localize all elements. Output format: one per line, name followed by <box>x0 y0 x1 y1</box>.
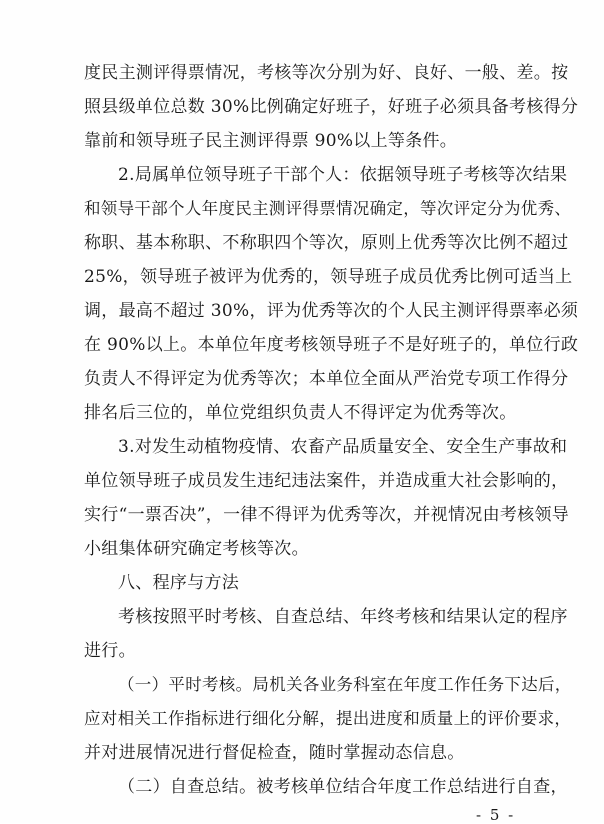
page-number: - 5 - <box>476 806 516 824</box>
text-line-4: 2.局属单位领导班子干部个人：依据领导班子考核等次结果 <box>118 165 568 185</box>
text-line-13: 单位领导班子成员发生违纪违法案件，并造成重大社会影响的， <box>84 471 569 491</box>
text-line-9: 在 90%以上。本单位年度考核领导班子不是好班子的，单位行政 <box>84 335 579 355</box>
section-heading: 八、程序与方法 <box>118 573 240 593</box>
text-line-14: 实行“一票否决”，一律不得评为优秀等次，并视情况由考核领导 <box>84 505 570 525</box>
text-line-20: 应对相关工作指标进行细化分解，提出进度和质量上的评价要求， <box>84 709 572 728</box>
text-line-11: 排名后三位的，单位党组织负责人不得评定为优秀等次。 <box>84 403 517 423</box>
text-line-12: 3.对发生动植物疫情、农畜产品质量安全、安全生产事故和 <box>118 437 568 457</box>
text-line-21: 并对进展情况进行督促检查，随时掌握动态信息。 <box>84 743 465 763</box>
text-line-22: （二）自查总结。被考核单位结合年度工作总结进行自查， <box>118 777 568 797</box>
text-line-2: 照县级单位总数 30%比例确定好班子，好班子必须具备考核得分 <box>84 97 579 117</box>
text-line-1: 度民主测评得票情况，考核等次分别为好、良好、一般、差。按 <box>84 63 569 83</box>
text-line-7: 25%，领导班子被评为优秀的，领导班子成员优秀比例可适当上 <box>84 267 573 287</box>
text-line-6: 称职、基本称职、不称职四个等次，原则上优秀等次比例不超过 <box>84 233 569 253</box>
text-line-3: 靠前和领导班子民主测评得票 90%以上等条件。 <box>84 131 458 151</box>
text-line-18: 进行。 <box>84 641 136 661</box>
text-line-8: 调，最高不超过 30%，评为优秀等次的个人民主测评得票率必须 <box>84 301 579 321</box>
text-line-19: （一）平时考核。局机关各业务科室在年度工作任务下达后， <box>118 675 572 694</box>
text-line-15: 小组集体研究确定考核等次。 <box>84 539 309 559</box>
text-line-17: 考核按照平时考核、自查总结、年终考核和结果认定的程序 <box>118 607 568 627</box>
text-line-10: 负责人不得评定为优秀等次；本单位全面从严治党专项工作得分 <box>84 369 569 389</box>
text-line-5: 和领导干部个人年度民主测评得票情况确定，等次评定分为优秀、 <box>84 199 572 218</box>
